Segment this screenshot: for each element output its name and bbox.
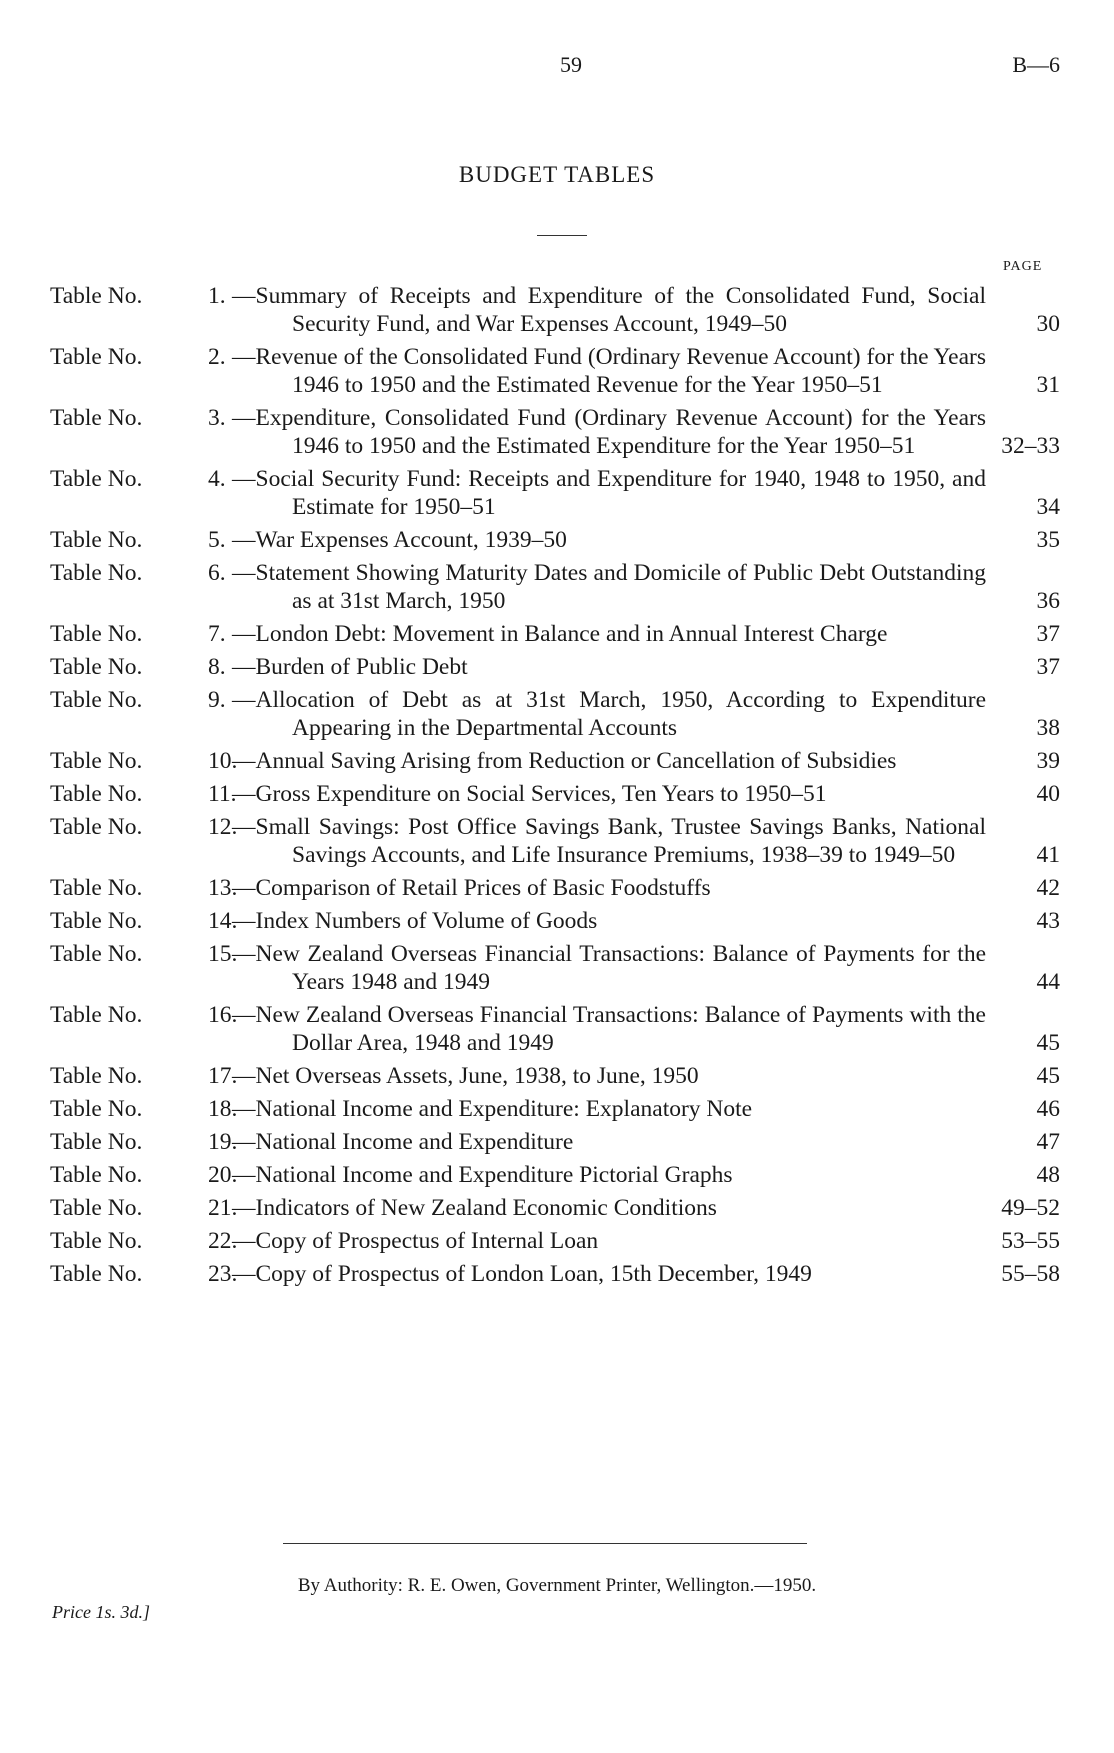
entry-description <box>232 813 986 869</box>
entry-description <box>232 1001 986 1057</box>
entry-label: Table No. <box>50 466 143 492</box>
entry-page: 46 <box>1036 1096 1060 1122</box>
entry-number: 8. <box>208 654 226 680</box>
price-note: Price 1s. 3d.] <box>52 1602 150 1622</box>
toc-entry <box>0 1128 1114 1156</box>
entry-text: —Allocation of Debt as at 31st March, 1950, According to Expenditure Appearing in the Departmental Accounts <box>232 687 986 741</box>
entry-description <box>232 343 986 399</box>
entry-label: Table No. <box>50 941 143 967</box>
entry-description <box>232 907 986 935</box>
entry-label: Table No. <box>50 814 143 840</box>
entry-number: 7. <box>208 621 226 647</box>
toc-entry <box>0 559 1114 615</box>
entry-number: 23. <box>208 1261 238 1287</box>
entry-description <box>232 465 986 521</box>
entry-description <box>232 780 986 808</box>
entry-label: Table No. <box>50 527 143 553</box>
toc-entry <box>0 874 1114 902</box>
entry-number: 4. <box>208 466 226 492</box>
entry-page: 55–58 <box>1001 1261 1060 1287</box>
entry-page: 44 <box>1036 969 1060 995</box>
entry-description <box>232 559 986 615</box>
entry-label: Table No. <box>50 748 143 774</box>
entry-number: 15. <box>208 941 238 967</box>
entry-number: 19. <box>208 1129 238 1155</box>
entry-description <box>232 1095 986 1123</box>
entry-number: 2. <box>208 344 226 370</box>
toc-entry <box>0 1260 1114 1288</box>
footer-divider <box>283 1543 807 1544</box>
entry-page: 45 <box>1036 1063 1060 1089</box>
entry-page: 36 <box>1036 588 1060 614</box>
entry-description <box>232 1194 986 1222</box>
entry-page: 39 <box>1036 748 1060 774</box>
entry-label: Table No. <box>50 1002 143 1028</box>
entry-page: 49–52 <box>1001 1195 1060 1221</box>
entry-description <box>232 747 986 775</box>
entry-page: 35 <box>1036 527 1060 553</box>
entry-page: 32–33 <box>1001 433 1060 459</box>
entry-label: Table No. <box>50 687 143 713</box>
entry-text: —Expenditure, Consolidated Fund (Ordinary Revenue Account) for the Years 1946 to 1950 and the Estimated Expenditure for the Year 1950–51 <box>232 405 986 459</box>
toc-entry <box>0 282 1114 338</box>
entry-number: 20. <box>208 1162 238 1188</box>
toc-entry <box>0 686 1114 742</box>
entry-description <box>232 653 986 681</box>
entry-page: 43 <box>1036 908 1060 934</box>
entry-label: Table No. <box>50 560 143 586</box>
entry-page: 53–55 <box>1001 1228 1060 1254</box>
toc-entry <box>0 620 1114 648</box>
entry-text: —Small Savings: Post Office Savings Bank, Trustee Savings Banks, National Savings Accounts, and Life Insurance Premiums, 1938–39 to 1949–50 <box>232 814 986 868</box>
entry-label: Table No. <box>50 781 143 807</box>
entry-number: 9. <box>208 687 226 713</box>
entry-label: Table No. <box>50 283 143 309</box>
entry-text: —Copy of Prospectus of Internal Loan <box>232 1228 599 1254</box>
entry-label: Table No. <box>50 1228 143 1254</box>
entry-page: 41 <box>1036 842 1060 868</box>
entry-number: 18. <box>208 1096 238 1122</box>
toc-entry <box>0 465 1114 521</box>
entry-label: Table No. <box>50 1063 143 1089</box>
entry-page: 30 <box>1036 311 1060 337</box>
toc-entry <box>0 907 1114 935</box>
entry-page: 37 <box>1036 621 1060 647</box>
entry-text: —National Income and Expenditure <box>232 1129 574 1155</box>
entry-label: Table No. <box>50 654 143 680</box>
entry-description <box>232 940 986 996</box>
toc-entry <box>0 1194 1114 1222</box>
toc-entry <box>0 1161 1114 1189</box>
toc-entry <box>0 1001 1114 1057</box>
entry-text: —Social Security Fund: Receipts and Expenditure for 1940, 1948 to 1950, and Estimate for 1950–51 <box>232 466 986 520</box>
toc-entry <box>0 940 1114 996</box>
entry-page: 48 <box>1036 1162 1060 1188</box>
entry-text: —War Expenses Account, 1939–50 <box>232 527 567 553</box>
entry-label: Table No. <box>50 1162 143 1188</box>
entry-number: 22. <box>208 1228 238 1254</box>
entry-page: 40 <box>1036 781 1060 807</box>
entry-label: Table No. <box>50 1129 143 1155</box>
entry-label: Table No. <box>50 1195 143 1221</box>
entry-label: Table No. <box>50 621 143 647</box>
entry-number: 5. <box>208 527 226 553</box>
toc-entry <box>0 404 1114 460</box>
entry-page: 37 <box>1036 654 1060 680</box>
entry-page: 31 <box>1036 372 1060 398</box>
document-code: B—6 <box>1012 52 1060 77</box>
printer-imprint: By Authority: R. E. Owen, Government Printer, Wellington.—1950. <box>297 1575 817 1596</box>
entry-description <box>232 404 986 460</box>
entry-description <box>232 686 986 742</box>
entry-text: —Net Overseas Assets, June, 1938, to June, 1950 <box>232 1063 699 1089</box>
entry-number: 14. <box>208 908 238 934</box>
entry-number: 10. <box>208 748 238 774</box>
entry-description <box>232 874 986 902</box>
toc-entry <box>0 1227 1114 1255</box>
entry-description <box>232 1062 986 1090</box>
entry-text: —National Income and Expenditure: Explanatory Note <box>232 1096 753 1122</box>
toc-entry <box>0 526 1114 554</box>
entry-number: 11. <box>208 781 237 807</box>
entry-page: 34 <box>1036 494 1060 520</box>
entry-description <box>232 1227 986 1255</box>
entry-number: 17. <box>208 1063 238 1089</box>
entry-text: —Copy of Prospectus of London Loan, 15th December, 1949 <box>232 1261 812 1287</box>
title-divider <box>537 235 587 236</box>
entry-text: —Burden of Public Debt <box>232 654 468 680</box>
entry-text: —Index Numbers of Volume of Goods <box>232 908 598 934</box>
entry-text: —Gross Expenditure on Social Services, Ten Years to 1950–51 <box>232 781 827 807</box>
entry-number: 3. <box>208 405 226 431</box>
entry-description <box>232 526 986 554</box>
toc-entry <box>0 1062 1114 1090</box>
entry-label: Table No. <box>50 875 143 901</box>
entry-label: Table No. <box>50 1261 143 1287</box>
entry-description <box>232 1161 986 1189</box>
entry-number: 1. <box>208 283 226 309</box>
entry-page: 42 <box>1036 875 1060 901</box>
entry-text: —Indicators of New Zealand Economic Conditions <box>232 1195 717 1221</box>
page-title: BUDGET TABLES <box>458 162 656 187</box>
entry-text: —Comparison of Retail Prices of Basic Foodstuffs <box>232 875 711 901</box>
entry-description <box>232 1260 986 1288</box>
entry-number: 13. <box>208 875 238 901</box>
entry-text: —New Zealand Overseas Financial Transactions: Balance of Payments with the Dollar Area, 1948 and 1949 <box>232 1002 986 1056</box>
entry-number: 21. <box>208 1195 238 1221</box>
toc-entry <box>0 813 1114 869</box>
entry-description <box>232 282 986 338</box>
entry-text: —New Zealand Overseas Financial Transactions: Balance of Payments for the Years 1948 and 1949 <box>232 941 986 995</box>
entry-description <box>232 620 986 648</box>
entry-label: Table No. <box>50 1096 143 1122</box>
entry-text: —Revenue of the Consolidated Fund (Ordinary Revenue Account) for the Years 1946 to 1950 and the Estimated Revenue for the Year 1950–51 <box>232 344 986 398</box>
entry-text: —Statement Showing Maturity Dates and Domicile of Public Debt Outstanding as at 31st March, 1950 <box>232 560 986 614</box>
entry-label: Table No. <box>50 344 143 370</box>
toc-entry <box>0 343 1114 399</box>
entry-number: 12. <box>208 814 238 840</box>
page-number: 59 <box>560 52 582 77</box>
entry-page: 47 <box>1036 1129 1060 1155</box>
toc-entry <box>0 1095 1114 1123</box>
entry-text: —London Debt: Movement in Balance and in Annual Interest Charge <box>232 621 888 647</box>
entry-page: 45 <box>1036 1030 1060 1056</box>
entry-text: —National Income and Expenditure Pictorial Graphs <box>232 1162 733 1188</box>
table-of-contents <box>0 282 1114 1293</box>
entry-description <box>232 1128 986 1156</box>
entry-label: Table No. <box>50 405 143 431</box>
entry-text: —Annual Saving Arising from Reduction or Cancellation of Subsidies <box>232 748 897 774</box>
entry-text: —Summary of Receipts and Expenditure of the Consolidated Fund, Social Security Fund, and War Expenses Account, 1949–50 <box>232 283 986 337</box>
toc-entry <box>0 653 1114 681</box>
page-column-heading: PAGE <box>1003 259 1043 274</box>
entry-page: 38 <box>1036 715 1060 741</box>
entry-number: 16. <box>208 1002 238 1028</box>
toc-entry <box>0 780 1114 808</box>
entry-number: 6. <box>208 560 226 586</box>
entry-label: Table No. <box>50 908 143 934</box>
toc-entry <box>0 747 1114 775</box>
